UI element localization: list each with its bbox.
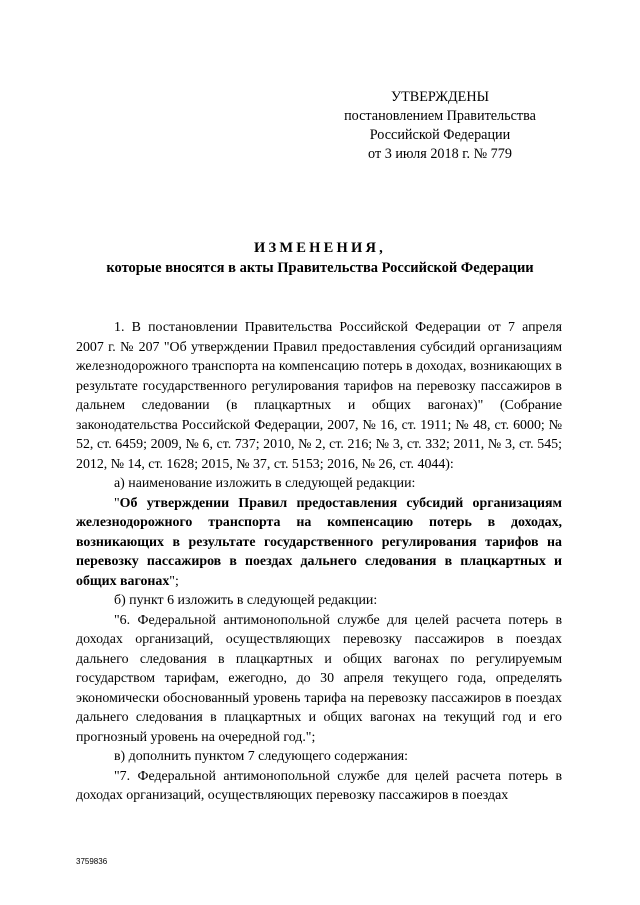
title-subheading: которые вносятся в акты Правительства Российской Федерации bbox=[106, 260, 534, 276]
paragraph-3-bold-text: Об утверждении Правил предоставления субсидий организациям железнодорожного транспорта на компенсацию потерь в доходах, возникающих в результате государственного регулирования тарифов на перевозку пассажиров в поездах дальнего следования в плацкартных и общих вагонах bbox=[76, 495, 562, 589]
paragraph-1: 1. В постановлении Правительства Российской Федерации от 7 апреля 2007 г. № 207 "Об утверждении Правил предоставления субсидий организациям железнодорожного транспорта на компенсацию потерь в доходах, возникающих в результате государственного регулирования тарифов на перевозку пассажиров в дальнем следовании (в плацкартных и общих вагонах)" (Собрание законодательства Российской Федерации, 2007, № 16, ст. 1911; № 48, ст. 6000; № 52, ст. 6459; 2009, № 6, ст. 737; 2010, № 2, ст. 216; № 3, ст. 332; 2011, № 3, ст. 545; 2012, № 14, ст. 1628; 2015, № 37, ст. 5153; 2016, № 26, ст. 4044): bbox=[76, 320, 562, 472]
approval-line-3: Российской Федерации bbox=[369, 127, 511, 143]
approval-line-2: постановлением Правительства bbox=[344, 108, 536, 124]
paragraph-2: а) наименование изложить в следующей редакции: bbox=[114, 476, 416, 491]
paragraph-3-open-quote: " bbox=[114, 495, 120, 511]
document-title bbox=[60, 238, 580, 278]
paragraph-5: "6. Федеральной антимонопольной службе для целей расчета потерь в доходах организаций, осуществляющих перевозку пассажиров в поездах дальнего следования в плацкартных и общих вагонах по регулируемым государством тарифам, ежегодно, до 30 апреля текущего года, определять экономически обоснованный уровень тарифа на перевозку пассажиров в поездах дальнего следования в плацкартных и общих вагонах на текущий год и его прогнозный уровень на очередной год."; bbox=[76, 612, 562, 745]
paragraph-6: в) дополнить пунктом 7 следующего содержания: bbox=[114, 749, 409, 764]
approval-stamp bbox=[330, 88, 550, 164]
document-body bbox=[76, 318, 562, 806]
paragraph-4: б) пункт 6 изложить в следующей редакции: bbox=[114, 593, 378, 608]
document-id: 3759836 bbox=[76, 857, 108, 866]
title-heading: ИЗМЕНЕНИЯ, bbox=[254, 240, 386, 256]
paragraph-3 bbox=[76, 494, 562, 592]
paragraph-3-close-quote: "; bbox=[169, 573, 179, 589]
approval-line-1: УТВЕРЖДЕНЫ bbox=[391, 89, 489, 105]
approval-line-4: от 3 июля 2018 г. № 779 bbox=[368, 146, 512, 162]
paragraph-7: "7. Федеральной антимонопольной службе для целей расчета потерь в доходах организаций, осуществляющих перевозку пассажиров в поездах bbox=[76, 768, 562, 803]
